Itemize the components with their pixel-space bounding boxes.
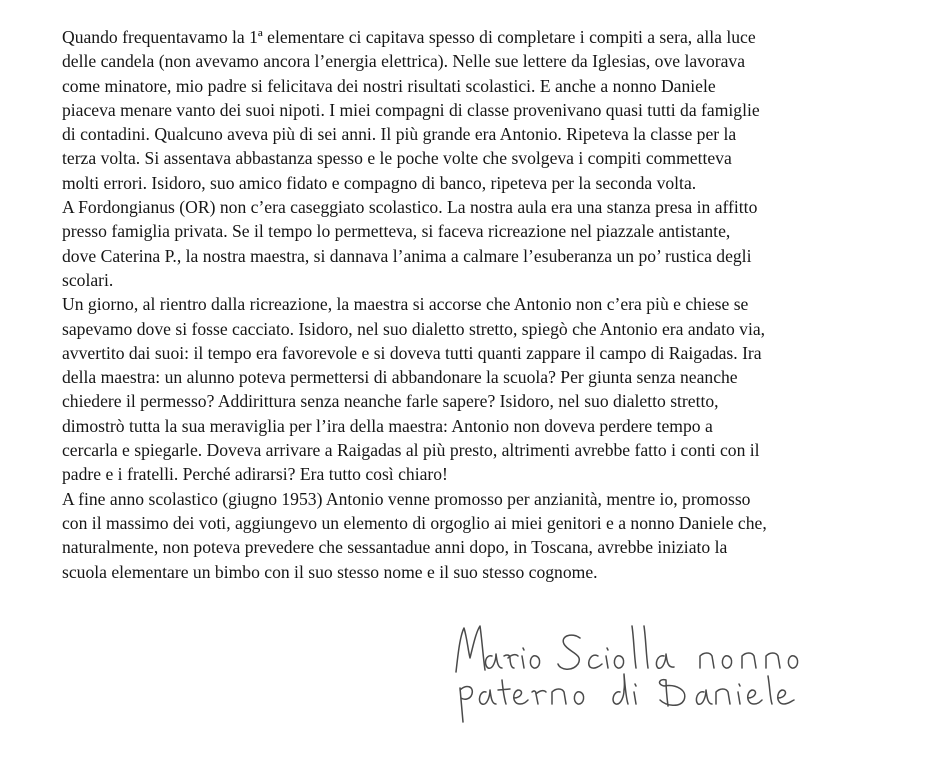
text-line: piaceva menare vanto dei suoi nipoti. I miei compagni di classe provenivano quasi tutti da famiglie — [62, 99, 760, 120]
handwritten-signature — [452, 614, 882, 724]
text-line: della maestra: un alunno poteva permettersi di abbandonare la scuola? Per giunta senza neanche — [62, 367, 738, 388]
text-line: chiedere il permesso? Addirittura senza neanche farle sapere? Isidoro, nel suo dialetto stretto, — [62, 391, 719, 412]
text-line: A fine anno scolastico (giugno 1953) Antonio venne promosso per anzianità, mentre io, promosso — [62, 488, 751, 509]
text-line: presso famiglia privata. Se il tempo lo permetteva, si faceva ricreazione nel piazzale antistante, — [62, 221, 731, 242]
text-line: molti errori. Isidoro, suo amico fidato e compagno di banco, ripeteva per la seconda volta. — [62, 172, 697, 193]
text-line: padre e i fratelli. Perché adirarsi? Era tutto così chiaro! — [62, 464, 448, 485]
text-line: dove Caterina P., la nostra maestra, si dannava l’anima a calmare l’esuberanza un po’ rustica degli — [62, 245, 752, 266]
text-line: Quando frequentavamo la 1ª elementare ci capitava spesso di completare i compiti a sera, alla luce — [62, 27, 756, 47]
text-line: naturalmente, non poteva prevedere che sessantadue anni dopo, in Toscana, avrebbe iniziato la — [62, 537, 728, 558]
text-line: cercarla e spiegarle. Doveva arrivare a Raigadas al più presto, altrimenti avrebbe fatto i conti con il — [62, 440, 760, 461]
document-body — [62, 25, 902, 584]
text-line: delle candela (non avevamo ancora l’energia elettrica). Nelle sue lettere da Iglesias, ove lavorava — [62, 51, 746, 72]
text-line: terza volta. Si assentava abbastanza spesso e le poche volte che svolgeva i compiti commetteva — [62, 148, 732, 169]
signature-drawing — [452, 614, 882, 724]
text-line: A Fordongianus (OR) non c’era caseggiato scolastico. La nostra aula era una stanza presa in affitto — [62, 197, 758, 218]
text-line: come minatore, mio padre si felicitava dei nostri risultati scolastici. E anche a nonno Daniele — [62, 75, 716, 96]
text-line: di contadini. Qualcuno aveva più di sei anni. Il più grande era Antonio. Ripeteva la classe per la — [62, 124, 737, 145]
text-line: scolari. — [62, 269, 114, 290]
text-line: sapevamo dove si fosse cacciato. Isidoro, nel suo dialetto stretto, spiegò che Antonio era andato via, — [62, 318, 766, 339]
text-line: avvertito dai suoi: il tempo era favorevole e si doveva tutti quanti zappare il campo di Raigadas. Ira — [62, 342, 762, 363]
text-line: scuola elementare un bimbo con il suo stesso nome e il suo stesso cognome. — [62, 561, 598, 582]
text-line: con il massimo dei voti, aggiungevo un elemento di orgoglio ai miei genitori e a nonno Daniele che, — [62, 512, 767, 533]
text-line: dimostrò tutta la sua meraviglia per l’ira della maestra: Antonio non doveva perdere tempo a — [62, 415, 713, 436]
text-line: Un giorno, al rientro dalla ricreazione, la maestra si accorse che Antonio non c’era più e chiese se — [62, 294, 749, 315]
